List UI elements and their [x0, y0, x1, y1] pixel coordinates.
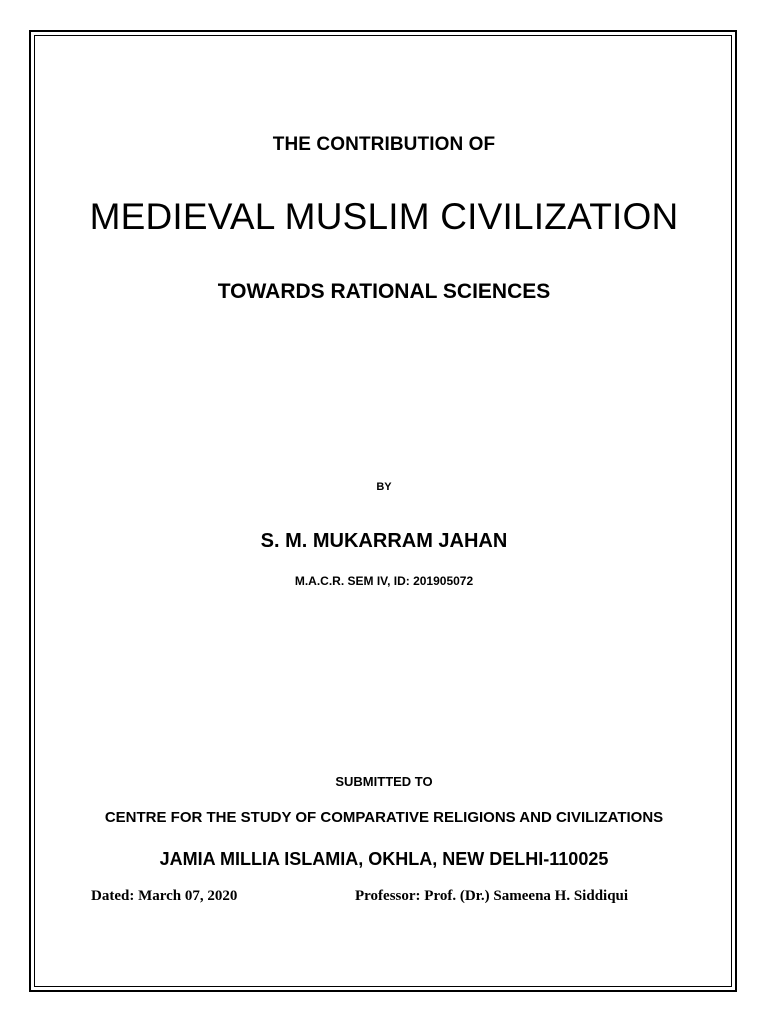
by-label: BY [376, 481, 392, 493]
submitted-to-label: SUBMITTED TO [335, 774, 433, 789]
university-name: JAMIA MILLIA ISLAMIA, OKHLA, NEW DELHI-110025 [159, 849, 609, 869]
centre-name: CENTRE FOR THE STUDY OF COMPARATIVE RELIGIONS AND CIVILIZATIONS [104, 809, 664, 826]
main-title: MEDIEVAL MUSLIM CIVILIZATION [89, 196, 679, 237]
student-id: M.A.C.R. SEM IV, ID: 201905072 [294, 574, 474, 588]
page-border-inner [34, 35, 732, 987]
author-name: S. M. MUKARRAM JAHAN [260, 530, 508, 552]
professor-line: Professor: Prof. (Dr.) Sameena H. Siddiqui [355, 888, 629, 904]
subtitle: TOWARDS RATIONAL SCIENCES [217, 280, 551, 303]
date-line: Dated: March 07, 2020 [91, 888, 238, 904]
title-intro: THE CONTRIBUTION OF [272, 134, 496, 155]
